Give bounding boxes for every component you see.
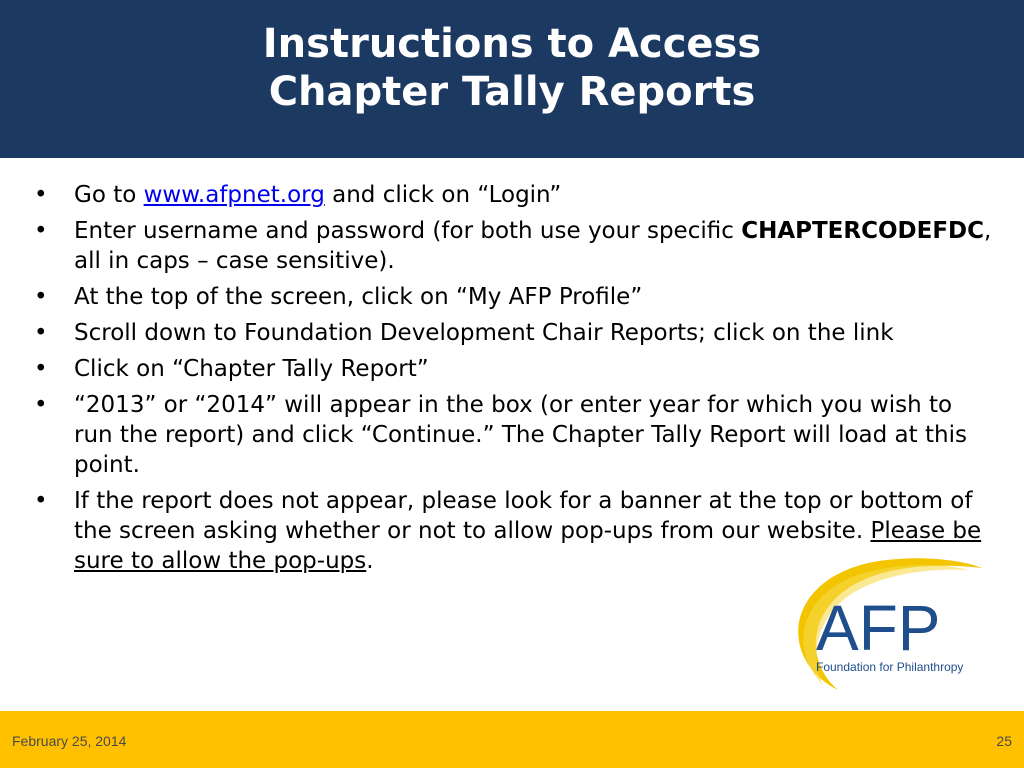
- logo-text: AFP: [816, 592, 941, 664]
- bullet-text: Scroll down to Foundation Development Chair Reports; click on the link: [74, 320, 894, 346]
- popup-note: Please be sure to allow the pop-ups: [74, 518, 982, 574]
- bullet-text: Go to: [74, 182, 144, 208]
- list-item: [34, 180, 994, 210]
- bullet-text: , all in caps – case sensitive).: [74, 218, 992, 274]
- list-item: [34, 282, 994, 312]
- logo-subtitle: Foundation for Philanthropy: [816, 660, 964, 674]
- slide-title: [0, 20, 1024, 116]
- footer-date: February 25, 2014: [12, 733, 127, 749]
- bullet-icon: •: [34, 218, 48, 244]
- bullet-text: If the report does not appear, please look for a banner at the top or bottom of the screen asking whether or not to allow pop-ups from our website.: [74, 488, 973, 544]
- bullet-text: Click on “Chapter Tally Report”: [74, 356, 429, 382]
- bullet-text: “2013” or “2014” will appear in the box (or enter year for which you wish to run the report) and click “Continue.” The Chapter Tally Report will load at this point.: [74, 392, 967, 478]
- bullet-icon: •: [34, 392, 48, 418]
- list-item: [34, 216, 994, 276]
- bullet-icon: •: [34, 488, 48, 514]
- slide-title-line1: Instructions to Access: [262, 21, 762, 67]
- list-item: [34, 390, 994, 480]
- bullet-text: and click on “Login”: [324, 182, 562, 208]
- footer-bar: [0, 711, 1024, 768]
- list-item: [34, 354, 994, 384]
- bullet-icon: •: [34, 182, 48, 208]
- slide-title-line2: Chapter Tally Reports: [268, 69, 756, 115]
- bullet-text: Enter username and password (for both use your specific: [74, 218, 742, 244]
- afp-logo: [778, 550, 984, 700]
- bullet-text: At the top of the screen, click on “My AFP Profile”: [74, 284, 643, 310]
- title-banner: [0, 0, 1024, 158]
- bullet-icon: •: [34, 320, 48, 346]
- list-item: [34, 318, 994, 348]
- afpnet-link[interactable]: www.afpnet.org: [143, 182, 325, 208]
- bullet-icon: •: [34, 284, 48, 310]
- instructions-list: [34, 180, 994, 582]
- chapter-code-text: CHAPTERCODEFDC: [741, 218, 985, 244]
- bullet-text: .: [366, 548, 374, 574]
- afp-logo-graphic: [778, 550, 984, 700]
- page-number: 25: [996, 733, 1012, 749]
- bullet-icon: •: [34, 356, 48, 382]
